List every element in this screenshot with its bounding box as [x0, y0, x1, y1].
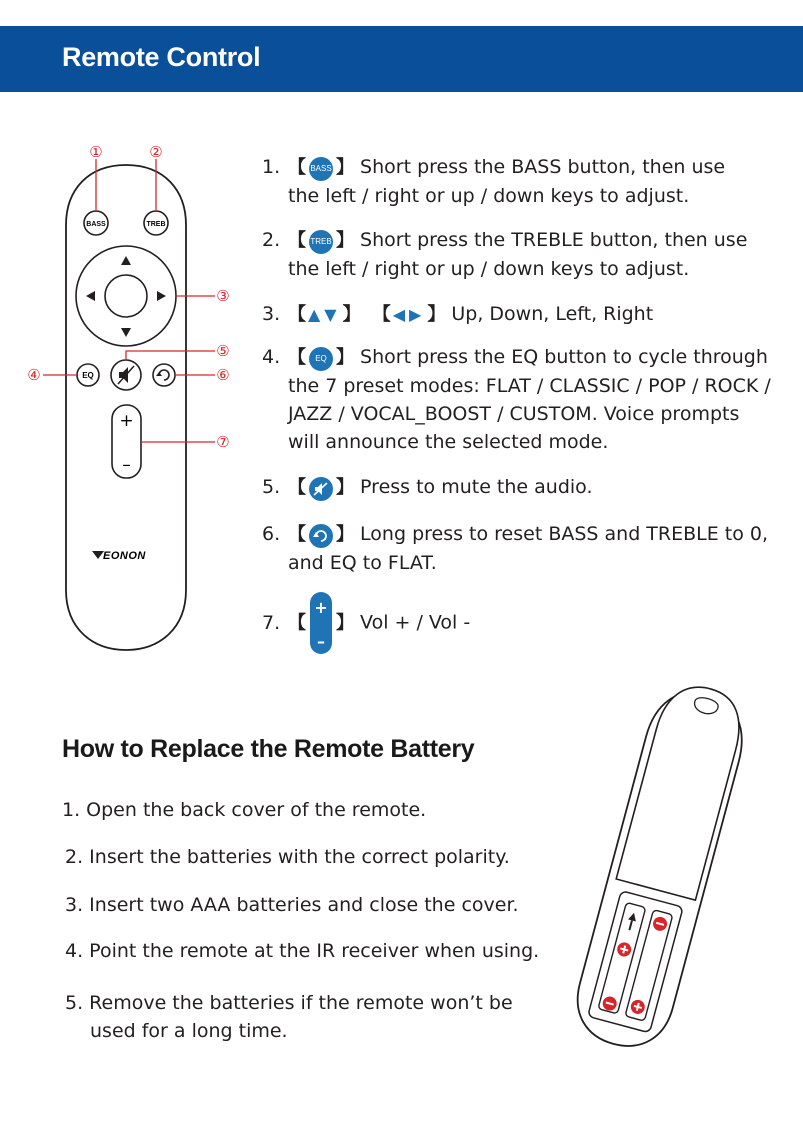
- remote-back-illustration: [570, 670, 750, 1070]
- vol-minus-label: –: [122, 455, 131, 475]
- instruction-number: 1.: [262, 156, 281, 178]
- right-arrow-icon: [157, 291, 166, 301]
- up-arrow-icon: [121, 256, 131, 265]
- instruction-text: Long press to reset BASS and TREBLE to 0,: [360, 523, 769, 545]
- vol-minus-icon: –: [317, 632, 325, 651]
- eq-button-label: EQ: [82, 371, 94, 380]
- battery-step-2: 2. Insert the batteries with the correct polarity.: [65, 846, 510, 868]
- dpad-center-button: [105, 275, 147, 317]
- bracket-close: 】: [336, 612, 354, 634]
- reset-icon: [309, 524, 333, 548]
- instruction-text: and EQ to FLAT.: [288, 552, 437, 574]
- page-title: Remote Control: [62, 42, 261, 72]
- bracket-close: 】: [336, 477, 354, 498]
- volume-icon: [310, 592, 332, 654]
- instruction-number: 6.: [262, 523, 281, 545]
- bracket-open: 【: [288, 157, 306, 178]
- remote-body: [66, 165, 186, 650]
- instruction-number: 5.: [262, 476, 281, 498]
- instruction-3: [262, 300, 653, 329]
- instruction-number: 7.: [262, 611, 281, 634]
- instruction-text: Short press the BASS button, then use: [360, 156, 726, 178]
- left-arrow-icon: [86, 291, 95, 301]
- instruction-7: [262, 592, 470, 654]
- instruction-6: [262, 520, 768, 577]
- callout-4: ④: [27, 366, 41, 384]
- instruction-number: 4.: [262, 346, 281, 368]
- instruction-2: [262, 226, 747, 283]
- mute-icon: [309, 477, 333, 501]
- eq-icon: EQ: [309, 347, 333, 371]
- callout-6: ⑥: [216, 366, 230, 384]
- instruction-4: [262, 343, 771, 456]
- instruction-text: Short press the EQ button to cycle through: [360, 346, 768, 368]
- instruction-text: the 7 preset modes: FLAT / CLASSIC / POP / ROCK /: [288, 375, 771, 397]
- instruction-text: the left / right or up / down keys to adjust.: [288, 258, 690, 280]
- reset-button: [153, 364, 175, 386]
- bracket-close: 】: [336, 524, 354, 545]
- callout-1: ①: [89, 143, 103, 161]
- left-right-arrows-icon: ◀▶: [392, 305, 426, 324]
- bass-button-label: BASS: [86, 221, 106, 228]
- down-arrow-icon: [121, 328, 131, 337]
- bracket-open: 【: [288, 612, 306, 634]
- bracket-open: 【: [288, 230, 306, 251]
- vol-plus-label: +: [119, 411, 134, 431]
- bass-icon: BASS: [309, 157, 333, 181]
- instruction-5: [262, 473, 593, 502]
- bracket-open: 【: [288, 304, 306, 325]
- battery-step-5: 5. Remove the batteries if the remote won’t be: [65, 992, 513, 1014]
- bracket-close: 】: [342, 304, 361, 325]
- battery-step-5-cont: used for a long time.: [90, 1020, 288, 1042]
- instruction-text: JAZZ / VOCAL_BOOST / CUSTOM. Voice prompts: [288, 403, 740, 425]
- instruction-1: [262, 153, 725, 210]
- instruction-text: Short press the TREBLE button, then use: [360, 229, 748, 251]
- bracket-close: 】: [336, 347, 354, 368]
- brand-label: EONON: [103, 550, 146, 562]
- bracket-close: 】: [427, 304, 446, 325]
- treb-icon: TREB: [309, 230, 333, 254]
- instruction-text: Up, Down, Left, Right: [451, 303, 654, 325]
- callout-2: ②: [149, 143, 163, 161]
- battery-section-title: How to Replace the Remote Battery: [62, 735, 475, 763]
- battery-step-4: 4. Point the remote at the IR receiver when using.: [65, 940, 540, 962]
- instruction-text: will announce the selected mode.: [288, 431, 609, 453]
- instruction-text: the left / right or up / down keys to adjust.: [288, 185, 690, 207]
- treb-button-label: TREB: [146, 221, 166, 228]
- instruction-number: 2.: [262, 229, 281, 251]
- bracket-open: 【: [288, 347, 306, 368]
- instruction-number: 3.: [262, 303, 281, 325]
- callout-5: ⑤: [216, 342, 230, 360]
- instruction-text: Vol + / Vol -: [360, 611, 471, 634]
- bracket-open: 【: [288, 477, 306, 498]
- bracket-open: 【: [372, 304, 391, 325]
- bracket-close: 】: [336, 157, 354, 178]
- battery-step-1: 1. Open the back cover of the remote.: [62, 799, 427, 821]
- up-down-arrows-icon: ▲▼: [308, 305, 341, 324]
- battery-step-3: 3. Insert two AAA batteries and close the cover.: [65, 894, 519, 916]
- instruction-text: Press to mute the audio.: [360, 476, 593, 498]
- vol-plus-icon: +: [314, 598, 328, 617]
- callout-7: ⑦: [216, 433, 230, 451]
- bracket-open: 【: [288, 524, 306, 545]
- bracket-close: 】: [336, 230, 354, 251]
- callout-3: ③: [216, 287, 230, 305]
